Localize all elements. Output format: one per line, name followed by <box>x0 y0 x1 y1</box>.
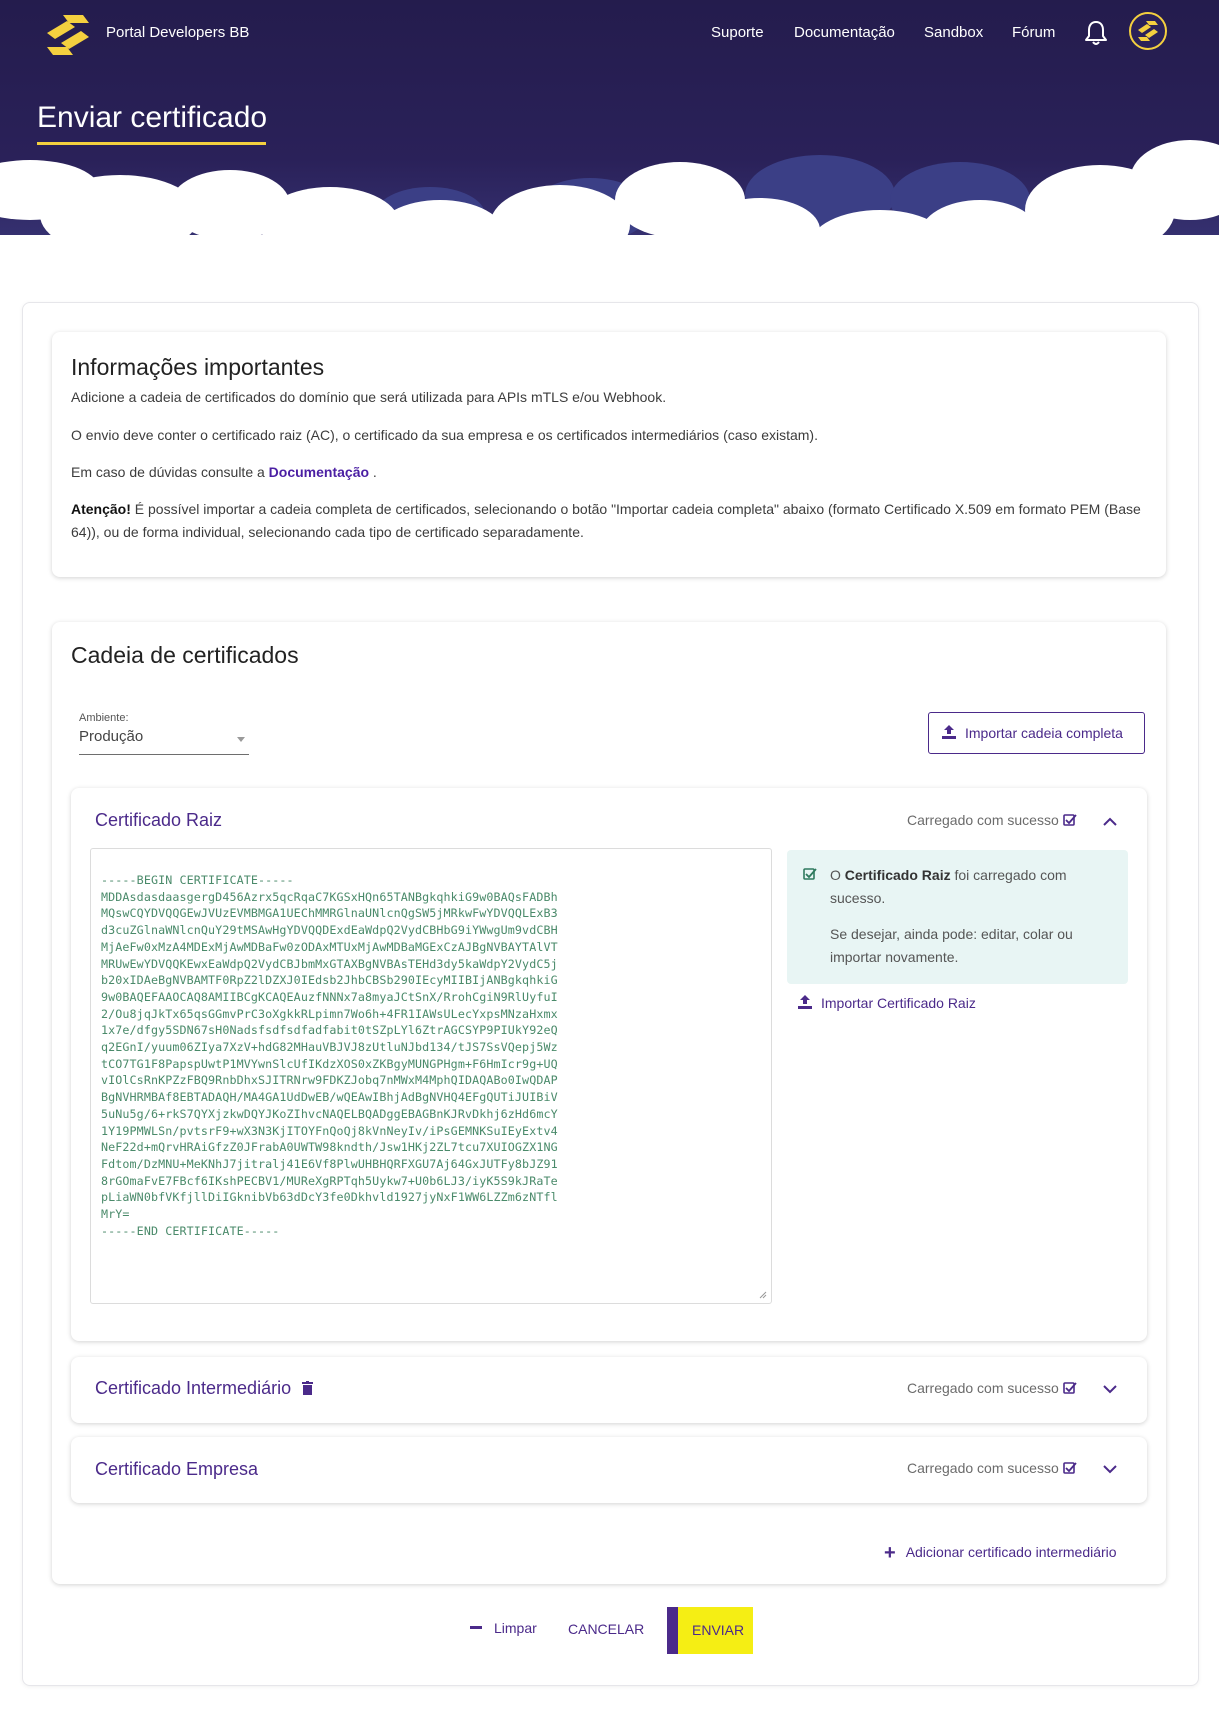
success-prefix: O <box>830 867 841 883</box>
checkbox-check-icon <box>803 867 817 881</box>
chain-title: Cadeia de certificados <box>71 642 299 668</box>
status-label: Carregado com sucesso <box>907 1460 1059 1476</box>
checkbox-check-icon <box>1063 1381 1077 1395</box>
dropdown-caret-icon <box>237 737 245 742</box>
notification-bell-icon[interactable] <box>1084 20 1108 46</box>
success-message-line-2: Se desejar, ainda pode: editar, colar ou importar novamente. <box>830 926 1073 965</box>
add-intermediate-label: Adicionar certificado intermediário <box>905 1544 1117 1560</box>
status-label: Carregado com sucesso <box>907 812 1059 828</box>
success-message-box <box>787 850 1128 984</box>
nav-sandbox[interactable]: Sandbox <box>924 24 984 41</box>
info-paragraph-3 <box>71 461 1146 484</box>
info-paragraph-4 <box>71 498 1146 544</box>
send-label: ENVIAR <box>692 1622 745 1638</box>
import-full-chain-button[interactable] <box>928 712 1145 754</box>
info-title: Informações importantes <box>71 354 325 380</box>
certificate-raiz-textarea[interactable] <box>90 848 772 1304</box>
chevron-down-icon[interactable] <box>1102 1384 1118 1394</box>
resize-handle-icon[interactable] <box>759 1291 767 1299</box>
environment-select[interactable] <box>79 728 249 755</box>
send-button[interactable] <box>667 1607 753 1654</box>
header-banner <box>0 0 1219 290</box>
status-label: Carregado com sucesso <box>907 1380 1059 1396</box>
success-bold: Certificado Raiz <box>844 867 951 883</box>
checkbox-check-icon <box>1063 1461 1077 1475</box>
top-navigation <box>0 22 1219 46</box>
accordion-title-raiz[interactable]: Certificado Raiz <box>95 810 223 830</box>
accordion-certificado-empresa[interactable] <box>71 1437 1147 1503</box>
clear-label: Limpar <box>494 1620 537 1636</box>
trash-icon[interactable] <box>302 1381 313 1395</box>
user-avatar[interactable] <box>1129 12 1167 50</box>
status-empresa <box>907 1460 1077 1476</box>
plus-icon: + <box>884 1542 896 1564</box>
info-paragraph-2: O envio deve conter o certificado raiz (AC), o certificado da sua empresa e os certificados intermediários (caso existam). <box>71 427 818 443</box>
success-suffix: foi carregado com sucesso. <box>830 867 1067 906</box>
attention-label: Atenção! <box>71 501 131 517</box>
cancel-button[interactable]: CANCELAR <box>568 1621 645 1637</box>
upload-icon <box>797 994 813 1010</box>
chevron-up-icon[interactable] <box>1102 816 1118 826</box>
checkbox-check-icon <box>1063 813 1077 827</box>
info-p3-prefix: Em caso de dúvidas consulte a <box>71 464 265 480</box>
minus-icon <box>470 1626 482 1629</box>
info-paragraph-1: Adicione a cadeia de certificados do domínio que será utilizada para APIs mTLS e/ou Webhook. <box>71 389 667 405</box>
bb-avatar-icon <box>1137 20 1159 42</box>
attention-text: É possível importar a cadeia completa de certificados, selecionando o botão "Importar cadeia completa" abaixo (formato Certificado X.509 em formato PEM (Base 64)), ou de forma individual, selecionando cada tipo de certificado separadamente. <box>71 501 1141 540</box>
send-button-accent <box>667 1607 678 1654</box>
environment-value: Produção <box>79 728 144 745</box>
import-raiz-button[interactable] <box>797 994 976 1011</box>
accordion-title-intermediario[interactable] <box>95 1378 313 1399</box>
info-p3-suffix: . <box>372 464 377 480</box>
status-raiz <box>907 812 1077 828</box>
environment-label: Ambiente: <box>79 712 129 724</box>
chevron-down-icon[interactable] <box>1102 1464 1118 1474</box>
info-card <box>52 332 1166 577</box>
documentation-link[interactable]: Documentação <box>268 464 370 480</box>
import-full-chain-label: Importar cadeia completa <box>965 725 1123 741</box>
page-title: Enviar certificado <box>37 101 268 134</box>
accordion-certificado-raiz <box>71 788 1147 1341</box>
title-underline <box>37 142 266 145</box>
nav-forum[interactable]: Fórum <box>1012 24 1056 41</box>
nav-documentacao[interactable]: Documentação <box>794 24 895 41</box>
import-raiz-label: Importar Certificado Raiz <box>821 995 976 1011</box>
add-intermediate-button[interactable] <box>884 1542 1117 1565</box>
certificate-chain-card <box>52 622 1166 1584</box>
status-intermediario <box>907 1380 1077 1396</box>
nav-suporte[interactable]: Suporte <box>711 24 764 41</box>
upload-icon <box>941 724 957 740</box>
brand-name[interactable]: Portal Developers BB <box>106 24 250 41</box>
clear-button[interactable] <box>470 1620 537 1636</box>
success-message-line-1 <box>830 864 1116 910</box>
intermediario-title-text: Certificado Intermediário <box>95 1378 292 1398</box>
certificate-raiz-content: -----BEGIN CERTIFICATE----- MDDAsdasdaasgergD456Azrx5qcRqaC7KGSxHQn65TANBgkqhkiG9w0BAQsFADBh MQswCQYDVQQGEwJVUzEVMBMGA1UEChMMRGlnaUNlcnQgSW5jMRkwFwYDVQQLExB3 d3cuZGlnaWNlcnQuY29tMSAwHgYDVQQDExdEaWdpQ2VydCBHbG9iYWwgUm9vdCBH MjAeFw0xMzA4MDExMjAwMDBaFw0zODAxMTUxMjAwMDBaMGExCzAJBgNVBAYTAlVT MRUwEwYDVQQKEwxEaWdpQ2VydCBJbmMxGTAXBgNVBAsTEHd3dy5kaWdpY2VydC5j b20xIDAeBgNVBAMTF0RpZ2lDZXJ0IEdsb2JhbCBSb290IEcyMIIBIjANBgkqhkiG 9w0BAQEFAAOCAQ8AMIIBCgKCAQEAuzfNNNx7a8myaJCtSnX/RrohCgiN9RlUyfuI 2/Ou8jqJkTx65qsGGmvPrC3oXgkkRLpimn7Wo6h+4FR1IAWsULecYxpsMNzaHxmx 1x7e/dfgy5SDN67sH0Nadsfsdfsdfadfabit0tSZpLYl6ZtrAGCSYP9PIUkY92eQ q2EGnI/yuum06ZIya7XzV+hdG82MHauVBJVJ8zUtluNJbd134/tJS7SsVQepj5Wz tCO7TG1F8PapspUwtP1MVYwnSlcUfIKdzXOS0xZKBgyMUNGPHgm+F6HmIcr9g+UQ vIOlCsRnKPZzFBQ9RnbDhxSJITRNrw9FDKZJobq7nMWxM4MphQIDAQABo0IwQDAP BgNVHRMBAf8EBTADAQH/MA4GA1UdDwEB/wQEAwIBhjAdBgNVHQ4EFgQUTiJUIBiV 5uNu5g/6+rkS7QYXjzkwDQYJKoZIhvcNAQELBQADggEBAGBnKJRvDkhj6zHd6mcY 1Y19PMWLSn/pvtsrF9+wX3N3KjITOYFnQoQj8kVnNeyIv/iPsGEMNKSuIEyExtv4 NeF22d+mQrvHRAiGfzZ0JFrabA0UWTW98kndth/Jsw1HKj2ZL7tcu7XUIOGZX1NG Fdtom/DzMNU+MeKNhJ7jitralj41E6Vf8PlwUHBHQRFXGU7Aj64GxJUTFy8bJZ91 8rGOmaFvE7FBcf6IKshPECBV1/MUReXgRPTqh5Uykw7+U0b6LJ3/iyK5S9kJRaTe pLiaWN0bfVKfjllDiIGknibVb63dDcY3fe0Dkhvld1927jyNxF1WW6LZZm6zNTfl MrY= -----END CERTIFICATE----- <box>101 873 558 1238</box>
accordion-title-empresa[interactable]: Certificado Empresa <box>95 1459 259 1479</box>
accordion-certificado-intermediario[interactable] <box>71 1357 1147 1423</box>
